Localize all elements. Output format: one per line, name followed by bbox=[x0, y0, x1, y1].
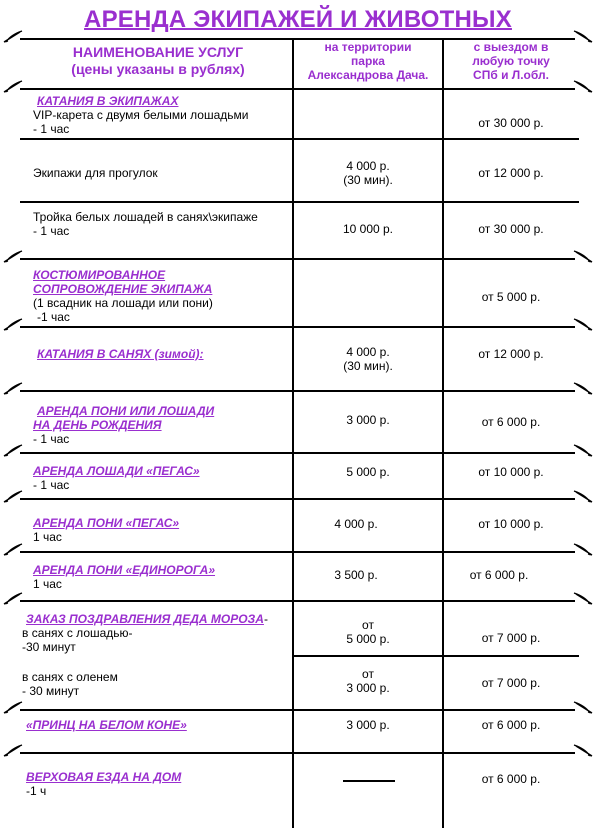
row-line bbox=[20, 551, 575, 553]
price-park: 4 000 р. bbox=[334, 517, 378, 531]
section-title: АРЕНДА ПОНИ «ЕДИНОРОГА» bbox=[33, 563, 216, 577]
price-park-note: (30 мин). bbox=[343, 359, 393, 373]
section-title: ВЕРХОВАЯ ЕЗДА НА ДОМ bbox=[26, 770, 182, 784]
price-park-value: 4 000 р. bbox=[346, 159, 390, 173]
service-duration: - 1 час bbox=[33, 432, 70, 446]
quill-pen-icon bbox=[2, 543, 24, 557]
price-park-value: 3 000 р. bbox=[346, 681, 390, 695]
service-description: в санях с оленем bbox=[22, 670, 118, 684]
quill-pen-icon bbox=[2, 490, 24, 504]
price-park: 3 500 р. bbox=[334, 568, 378, 582]
table-row bbox=[33, 516, 289, 544]
table-row bbox=[33, 268, 289, 324]
quill-pen-icon bbox=[2, 250, 24, 264]
section-title: ЗАКАЗ ПОЗДРАВЛЕНИЯ ДЕДА МОРОЗА bbox=[26, 612, 264, 626]
header-col2-line1: на территории bbox=[324, 40, 412, 54]
header-col1-line2: (цены указаны в рублях) bbox=[71, 61, 245, 77]
price-outside: от 6 000 р. bbox=[481, 718, 541, 732]
price-park: 3 000 р. bbox=[346, 413, 390, 427]
row-line bbox=[20, 452, 575, 454]
price-park bbox=[294, 667, 442, 695]
quill-pen-icon bbox=[572, 744, 594, 758]
price-outside: от 12 000 р. bbox=[478, 347, 544, 361]
quill-pen-icon bbox=[572, 444, 594, 458]
price-park: 5 000 р. bbox=[346, 465, 390, 479]
price-outside: от 6 000 р. bbox=[481, 415, 541, 429]
price-outside: от 12 000 р. bbox=[478, 166, 544, 180]
service-description: Тройка белых лошадей в санях\экипаже bbox=[33, 210, 258, 224]
quill-pen-icon bbox=[2, 701, 24, 715]
section-title: НА ДЕНЬ РОЖДЕНИЯ bbox=[33, 418, 162, 432]
section-title: АРЕНДА ЛОШАДИ «ПЕГАС» bbox=[33, 464, 200, 478]
service-description: VIP-карета с двумя белыми лошадьми bbox=[33, 108, 249, 122]
quill-pen-icon bbox=[2, 382, 24, 396]
header-park-price bbox=[294, 40, 442, 82]
row-line bbox=[20, 326, 575, 328]
quill-pen-icon bbox=[572, 382, 594, 396]
section-title: КОСТЮМИРОВАННОЕ bbox=[33, 268, 166, 282]
quill-pen-icon bbox=[2, 318, 24, 332]
section-title: «ПРИНЦ НА БЕЛОМ КОНЕ» bbox=[26, 718, 187, 732]
section-title: СОПРОВОЖДЕНИЕ ЭКИПАЖА bbox=[33, 282, 213, 296]
price-park-value: 5 000 р. bbox=[346, 632, 390, 646]
quill-pen-icon bbox=[2, 80, 24, 94]
service-duration: - 1 час bbox=[33, 224, 70, 238]
quill-pen-icon bbox=[572, 250, 594, 264]
quill-pen-icon bbox=[572, 543, 594, 557]
quill-pen-icon bbox=[2, 592, 24, 606]
service-duration: -1 час bbox=[37, 310, 70, 324]
quill-pen-icon bbox=[572, 318, 594, 332]
price-outside: от 10 000 р. bbox=[478, 517, 544, 531]
price-outside: от 30 000 р. bbox=[478, 116, 544, 130]
service-duration: 1 час bbox=[33, 530, 62, 544]
price-park bbox=[294, 345, 442, 373]
quill-pen-icon bbox=[572, 592, 594, 606]
service-duration: - 1 час bbox=[33, 478, 70, 492]
price-park: 10 000 р. bbox=[342, 222, 394, 236]
price-park bbox=[294, 159, 442, 187]
price-park-value: 4 000 р. bbox=[346, 345, 390, 359]
quill-pen-icon bbox=[572, 701, 594, 715]
header-service-name bbox=[30, 44, 286, 78]
header-col2-line3: Александрова Дача. bbox=[307, 68, 429, 82]
quill-pen-icon bbox=[2, 744, 24, 758]
quill-pen-icon bbox=[572, 490, 594, 504]
row-line bbox=[20, 752, 575, 754]
header-outside-price bbox=[444, 40, 578, 82]
service-description: (1 всадник на лошади или пони) bbox=[33, 296, 213, 310]
service-duration: -30 минут bbox=[22, 640, 76, 654]
service-description: Экипажи для прогулок bbox=[33, 166, 158, 180]
page-title: АРЕНДА ЭКИПАЖЕЙ И ЖИВОТНЫХ bbox=[84, 6, 512, 33]
section-title: КАТАНИЯ В САНЯХ (зимой): bbox=[37, 347, 204, 361]
table-row bbox=[22, 670, 278, 698]
price-park-prefix: от bbox=[362, 618, 374, 632]
header-col1-line1: НАИМЕНОВАНИЕ УСЛУГ bbox=[72, 44, 244, 60]
quill-pen-icon bbox=[2, 30, 24, 44]
not-available-dash bbox=[343, 780, 395, 782]
table-row bbox=[33, 464, 289, 492]
header-col2-line2: парка bbox=[351, 54, 385, 68]
price-park-note: (30 мин). bbox=[343, 173, 393, 187]
service-duration: -1 ч bbox=[26, 784, 47, 798]
quill-pen-icon bbox=[2, 444, 24, 458]
table-row bbox=[22, 612, 294, 654]
row-line bbox=[20, 600, 575, 602]
price-park-prefix: от bbox=[362, 667, 374, 681]
section-title-line bbox=[26, 612, 294, 626]
section-title: КАТАНИЯ В ЭКИПАЖАХ bbox=[37, 94, 179, 108]
row-line bbox=[20, 498, 575, 500]
price-outside: от 30 000 р. bbox=[478, 222, 544, 236]
service-duration: - 30 минут bbox=[22, 684, 80, 698]
price-outside: от 5 000 р. bbox=[481, 290, 541, 304]
quill-pen-icon bbox=[572, 80, 594, 94]
row-line bbox=[292, 655, 579, 657]
price-outside: от 6 000 р. bbox=[469, 568, 529, 582]
service-duration: - 1 час bbox=[33, 122, 70, 136]
header-col3-line3: СПб и Л.обл. bbox=[473, 68, 549, 82]
row-line bbox=[20, 201, 579, 203]
row-line bbox=[20, 258, 575, 260]
price-park bbox=[294, 618, 442, 646]
section-title-tail: - bbox=[263, 612, 268, 626]
table-row bbox=[33, 94, 289, 136]
price-park: 3 000 р. bbox=[346, 718, 390, 732]
price-outside: от 10 000 р. bbox=[478, 465, 544, 479]
table-row bbox=[33, 210, 289, 238]
header-col3-line1: с выездом в bbox=[473, 40, 549, 54]
table-row bbox=[26, 770, 282, 798]
price-outside: от 7 000 р. bbox=[481, 676, 541, 690]
header-col3-line2: любую точку bbox=[472, 54, 550, 68]
section-title: АРЕНДА ПОНИ «ПЕГАС» bbox=[33, 516, 180, 530]
row-line bbox=[20, 709, 575, 711]
row-line bbox=[20, 390, 575, 392]
service-duration: 1 час bbox=[33, 577, 62, 591]
section-title: АРЕНДА ПОНИ ИЛИ ЛОШАДИ bbox=[37, 404, 215, 418]
table-row bbox=[33, 404, 289, 446]
header-bottom-line bbox=[20, 88, 575, 90]
price-outside: от 7 000 р. bbox=[481, 631, 541, 645]
row-line bbox=[20, 138, 579, 140]
price-outside: от 6 000 р. bbox=[481, 772, 541, 786]
table-row bbox=[33, 563, 289, 591]
service-description: в санях с лошадью- bbox=[22, 626, 133, 640]
